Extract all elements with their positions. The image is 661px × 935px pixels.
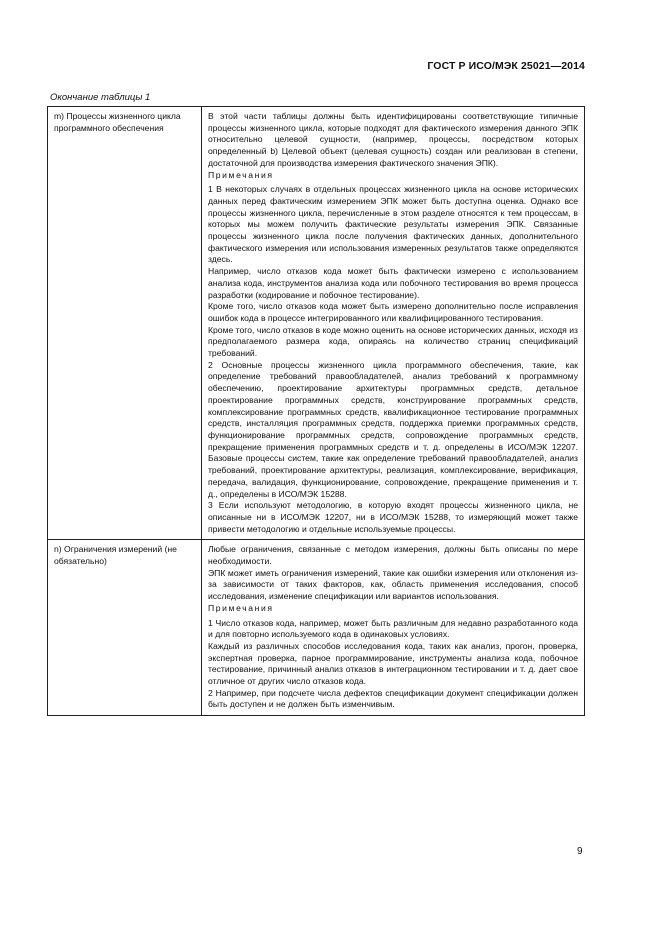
table-caption: Окончание таблицы 1 xyxy=(50,92,151,103)
row-n-note2: 2 Например, при подсчете числа дефектов спецификации документ спецификации должен быть доступен и не должен быть изменчивым. xyxy=(208,687,578,710)
row-n-note1-para1: 1 Число отказов кода, например, может быть различным для недавно разработанного кода и для повторно используемого кода в одинаковых условиях. xyxy=(208,617,578,640)
row-m-note1-para3: Кроме того, число отказов кода может быть измерено дополнительно после исправления ошибок кода в процессе интегрированного или квалифицированного тестирования. xyxy=(208,301,578,323)
row-n-intro-para2: ЭПК может иметь ограничения измерений, такие как ошибки измерения или отклонения из-за зависимости от таких факторов, как, область применения исследования, способ исследования, изменение спецификации или вариантов использования. xyxy=(208,567,578,602)
row-m-note1-para1: 1 В некоторых случаях в отдельных процессах жизненного цикла на основе исторических данных перед фактическим измерением ЭПК может быть доступна оценка. Однако все процессы жизненного цикла, перечисленные в этом разделе относятся к тем процессам, в которых мы можем получить фактические результаты измерения ЭПК. Связанные процессы жизненного цикла после получения фактических данных, дополнительного фактического измерения или использования измеренных результатов также определяются здесь. xyxy=(208,184,578,265)
row-m-note2: 2 Основные процессы жизненного цикла программного обеспечения, такие, как определение требований правообладателей, анализ требований к программному обеспечению, проектирование архитектуры программных средств, детальное проектирование программных средств, конструирование программных средств, комплексирование программных средств, квалификационное тестирование программных средств, инсталляция программных средств, поддержка приемки программных средств, функционирование программных средств, сопровождение программных средств, прекращение применения программных средств и т. д. определены в ИСО/МЭК 12207. Базовые процессы систем, такие как определение требований правообладателей, анализ требований, проектирование архитектуры, реализация, комплексирование, верификация, передача, валидация, функционирование, сопровождение, прекращение применения и т. д., определены в ИСО/МЭК 15288. xyxy=(208,359,578,499)
row-m-notes-title: Примечания xyxy=(208,169,274,180)
row-m-content xyxy=(202,107,585,540)
page-number: 9 xyxy=(577,846,583,857)
table-row-m xyxy=(48,107,585,540)
row-m-note3: 3 Если используют методологию, в которую входят процессы жизненного цикла, не описанные ни в ИСО/МЭК 12207, ни в ИСО/МЭК 15288, то измеряющий может также привести методологию и отдельные используемые процессы. xyxy=(208,500,578,534)
row-n-note1-para2: Каждый из различных способов исследования кода, таких как анализ, прогон, проверка, экспертная проверка, парное программирование, инструменты анализа кода, побочное тестирование, причинный анализ отказов в интеграционном тестировании и т. д. дает свое отличное от других число отказов кода. xyxy=(208,640,578,687)
row-m-intro: В этой части таблицы должны быть идентифицированы соответствующие типичные процессы жизненного цикла, которые подходят для фактического измерения данного ЭПК относительно целевой сущности, (например, процессы, посредством которых определенный b) Целевой объект (целевая сущность) создан или реализован в степени, достаточной для производства измерения фактического значения ЭПК). xyxy=(208,111,578,168)
row-m-label: m) Процессы жизненного цикла программного обеспечения xyxy=(48,107,202,540)
row-m-note1-para2: Например, число отказов кода может быть фактически измерено с использованием анализа кода, инструментов анализа кода или побочного тестирования во время процесса разработки (кодирование и побочное тестирование). xyxy=(208,266,578,300)
row-n-intro-para1: Любые ограничения, связанные с методом измерения, должны быть описаны по мере необходимости. xyxy=(208,544,578,567)
row-m-note1-para4: Кроме того, число отказов в коде можно оценить на основе исторических данных, исходя из предполагаемого размера кода, опираясь на количество страниц спецификаций требований. xyxy=(208,324,578,359)
requirements-table xyxy=(47,106,585,716)
row-n-content xyxy=(202,540,585,716)
table-row-n xyxy=(48,540,585,716)
document-code-header: ГОСТ Р ИСО/МЭК 25021—2014 xyxy=(427,60,585,72)
row-n-notes-title: Примечания xyxy=(208,602,274,613)
row-n-label: n) Ограничения измерений (не обязательно) xyxy=(48,540,202,716)
